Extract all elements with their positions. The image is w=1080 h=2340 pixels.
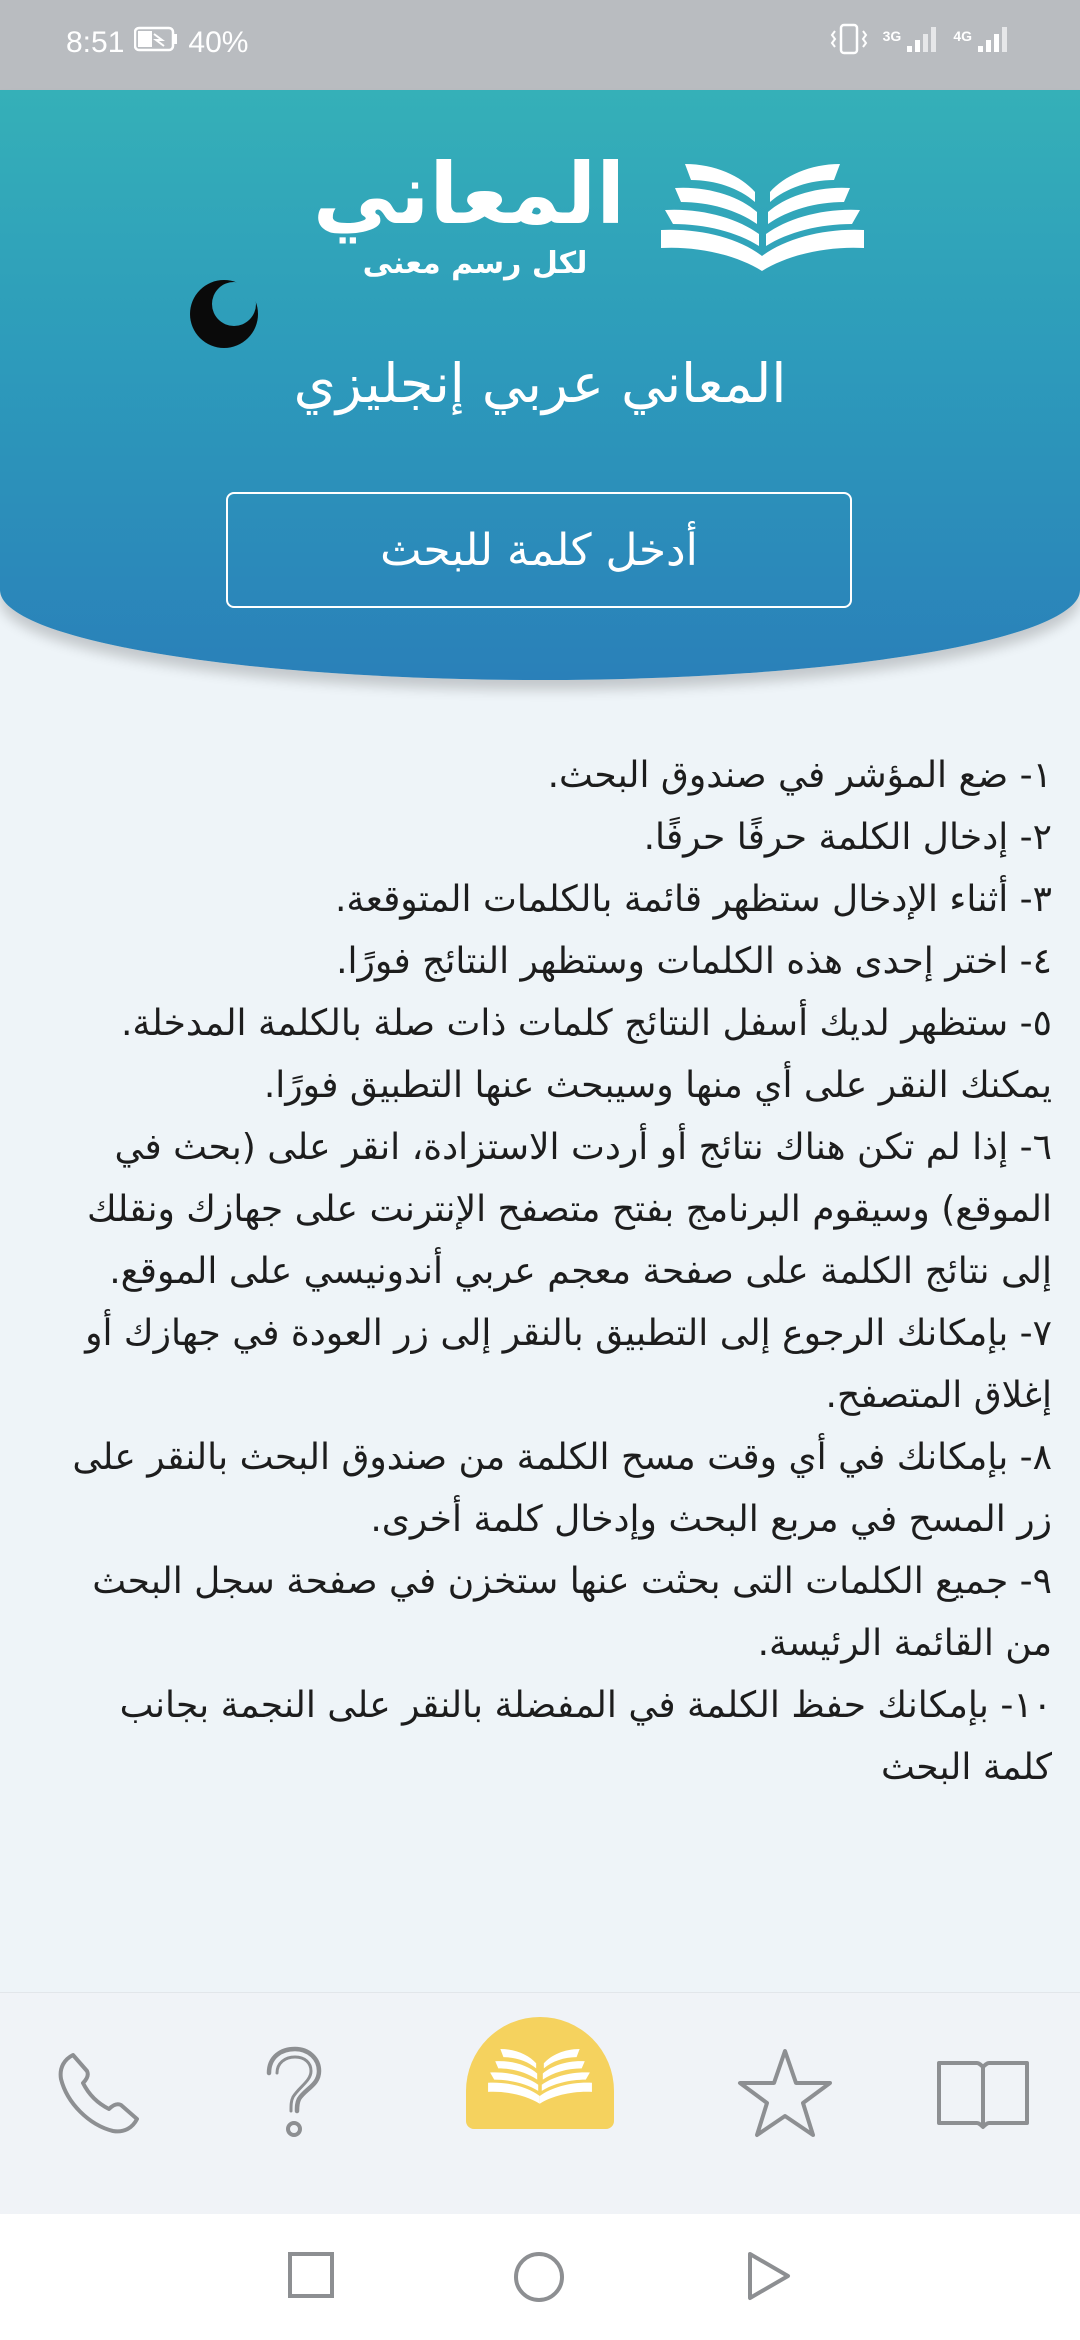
signal-1-label: 3G xyxy=(882,28,902,44)
instruction-item: ١- ضع المؤشر في صندوق البحث. xyxy=(547,755,1052,796)
square-icon xyxy=(286,2250,336,2300)
signal-1-icon xyxy=(905,24,939,62)
book-logo-icon xyxy=(655,146,870,280)
instructions-list xyxy=(40,745,1052,1985)
dark-mode-toggle[interactable] xyxy=(188,278,260,354)
logo-tagline: لكل رسم معنى xyxy=(362,246,588,281)
logo-name: المعاني xyxy=(312,145,625,243)
app-logo xyxy=(312,145,875,346)
instruction-item: ٨- بإمكانك في أي وقت مسح الكلمة من صندوق البحث بالنقر على زر المسح في مربع البحث وإدخال كلمة أخرى. xyxy=(72,1437,1052,1540)
instruction-item: ٦- إذا لم تكن هناك نتائج أو أردت الاستزادة، انقر على (بحث في الموقع) وسيقوم البرنامج بفتح متصفح الإنترنت على جهازك ونقلك إلى نتائج الكلمة على صفحة معجم عربي أندونيسي على الموقع. xyxy=(86,1127,1052,1292)
status-bar xyxy=(0,0,1080,90)
search-placeholder: أدخل كلمة للبحث xyxy=(380,524,698,576)
nav-favorites-button[interactable] xyxy=(730,2038,840,2148)
instruction-item: ١٠- بإمكانك حفظ الكلمة في المفضلة بالنقر على النجمة بجانب كلمة البحث xyxy=(119,1685,1052,1788)
home-button[interactable] xyxy=(512,2250,566,2308)
nav-help-button[interactable] xyxy=(238,2038,348,2148)
circle-icon xyxy=(512,2250,566,2304)
battery-icon xyxy=(134,26,178,60)
search-input[interactable] xyxy=(226,492,852,608)
nav-home-button[interactable] xyxy=(466,2017,614,2129)
triangle-back-icon xyxy=(746,2250,792,2302)
signal-2-icon xyxy=(976,24,1010,62)
recent-apps-button[interactable] xyxy=(286,2250,336,2304)
instruction-item: ٣- أثناء الإدخال ستظهر قائمة بالكلمات المتوقعة. xyxy=(334,879,1052,920)
moon-icon xyxy=(188,278,260,350)
help-icon xyxy=(253,2043,333,2143)
signal-2-label: 4G xyxy=(953,28,972,44)
home-book-icon xyxy=(485,2038,595,2108)
battery-percent: 40% xyxy=(188,26,249,59)
bottom-nav xyxy=(0,1992,1080,2215)
phone-icon xyxy=(51,2045,147,2141)
vibrate-icon xyxy=(829,22,869,64)
status-time: 8:51 xyxy=(66,26,125,59)
page-title: المعاني عربي إنجليزي xyxy=(293,352,787,415)
system-nav-bar xyxy=(0,2214,1080,2340)
instruction-item: ٧- بإمكانك الرجوع إلى التطبيق بالنقر إلى زر العودة في جهازك أو إغلاق المتصفح. xyxy=(85,1313,1052,1416)
instruction-item: ٢- إدخال الكلمة حرفًا حرفًا. xyxy=(643,817,1052,858)
back-button[interactable] xyxy=(746,2250,792,2306)
app-header xyxy=(0,90,1080,680)
dictionary-icon xyxy=(933,2053,1033,2133)
nav-dictionary-button[interactable] xyxy=(928,2038,1038,2148)
nav-contact-button[interactable] xyxy=(44,2038,154,2148)
star-icon xyxy=(735,2045,835,2141)
instruction-item: ٥- ستظهر لديك أسفل النتائج كلمات ذات صلة بالكلمة المدخلة. يمكنك النقر على أي منها وسيبحث عنها التطبيق فورًا. xyxy=(120,1003,1052,1106)
instruction-item: ٤- اختر إحدى هذه الكلمات وستظهر النتائج فورًا. xyxy=(336,941,1052,982)
instruction-item: ٩- جميع الكلمات التى بحثت عنها ستخزن في صفحة سجل البحث من القائمة الرئيسة. xyxy=(92,1561,1052,1664)
